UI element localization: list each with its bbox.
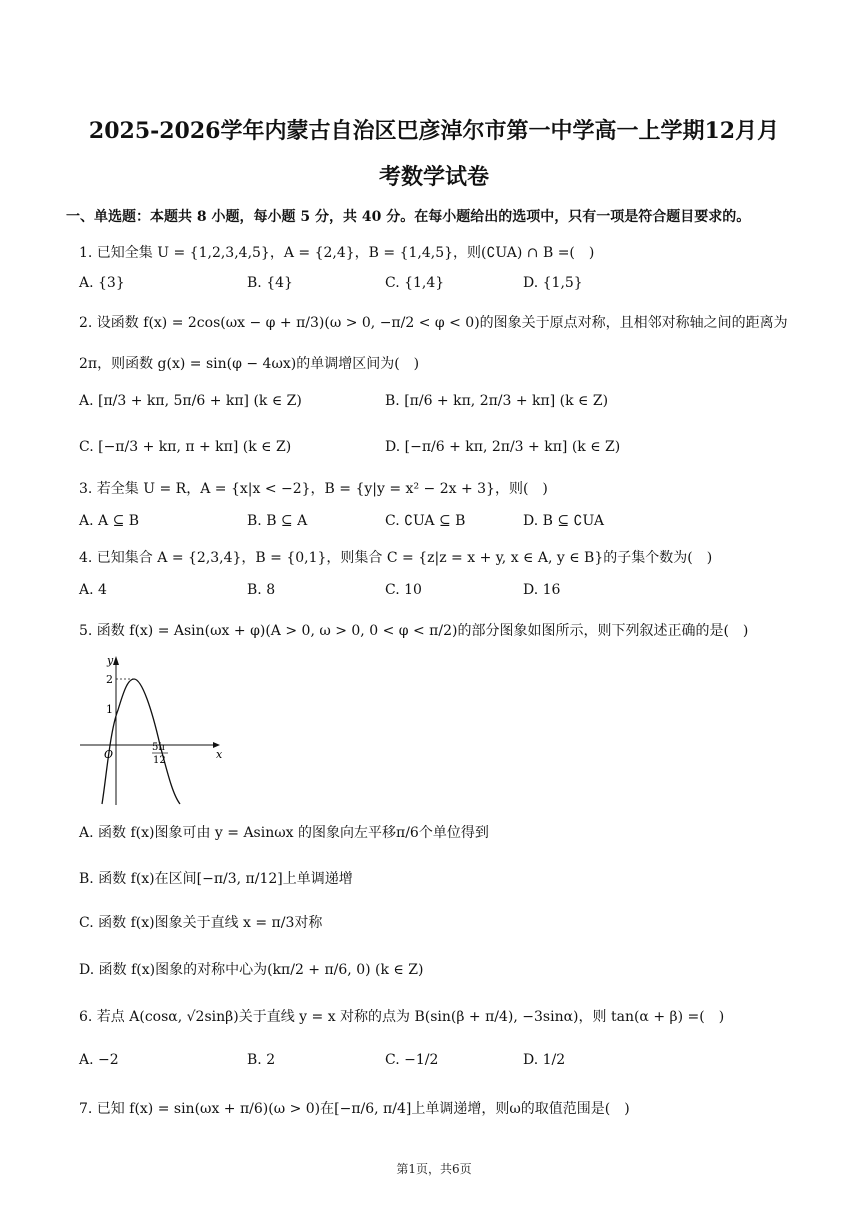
q3-option-b: B. B ⊆ A xyxy=(247,513,308,529)
q5-option-b: B. 函数 f(x)在区间[−π/3, π/12]上单调递增 xyxy=(79,871,353,887)
q4-option-c: C. 10 xyxy=(385,582,422,598)
question-1-stem: 1. 已知全集 U = {1,2,3,4,5}，A = {2,4}，B = {1,4,5}，则(∁UA) ∩ B =( ) xyxy=(79,245,595,261)
y-axis-arrow xyxy=(113,656,119,665)
y-tick-2: 2 xyxy=(106,673,113,686)
q2-option-a: A. [π/3 + kπ, 5π/6 + kπ] (k ∈ Z) xyxy=(79,393,302,409)
question-4-stem: 4. 已知集合 A = {2,3,4}，B = {0,1}，则集合 C = {z|z = x + y, x ∈ A, y ∈ B}的子集个数为( ) xyxy=(79,550,713,566)
q3-option-c: C. ∁UA ⊆ B xyxy=(385,513,466,529)
question-6-stem: 6. 若点 A(cosα, √2sinβ)关于直线 y = x 对称的点为 B(sin(β + π/4), −3sinα)，则 tan(α + β) =( ) xyxy=(79,1009,725,1025)
exam-title-line1: 2025-2026学年内蒙古自治区巴彦淖尔市第一中学高一上学期12月月 xyxy=(88,118,780,144)
q1-option-c: C. {1,4} xyxy=(385,275,445,291)
x-axis-label: x xyxy=(216,748,223,761)
q6-option-a: A. −2 xyxy=(79,1052,119,1068)
q2-option-b: B. [π/6 + kπ, 2π/3 + kπ] (k ∈ Z) xyxy=(385,393,609,409)
question-2-stem-line2: 2π，则函数 g(x) = sin(φ − 4ωx)的单调增区间为( ) xyxy=(79,356,420,372)
page-footer: 第1页，共6页 xyxy=(396,1162,472,1176)
q6-option-d: D. 1/2 xyxy=(523,1052,566,1068)
question-5-stem: 5. 函数 f(x) = Asin(ωx + φ)(A > 0, ω > 0, 0 < φ < π/2)的部分图象如图所示，则下列叙述正确的是( ) xyxy=(79,623,749,639)
q3-option-a: A. A ⊆ B xyxy=(79,513,140,529)
x-tick-numerator: 5π xyxy=(152,742,165,753)
q4-option-a: A. 4 xyxy=(79,582,107,598)
q6-option-b: B. 2 xyxy=(247,1052,276,1068)
q2-option-d: D. [−π/6 + kπ, 2π/3 + kπ] (k ∈ Z) xyxy=(385,439,621,455)
sine-curve xyxy=(102,679,180,804)
q5-option-c: C. 函数 f(x)图象关于直线 x = π/3对称 xyxy=(79,915,323,931)
q3-option-d: D. B ⊆ ∁UA xyxy=(523,513,604,529)
q4-option-b: B. 8 xyxy=(247,582,276,598)
q1-option-a: A. {3} xyxy=(79,275,125,291)
q1-option-d: D. {1,5} xyxy=(523,275,583,291)
question-2-stem-line1: 2. 设函数 f(x) = 2cos(ωx − φ + π/3)(ω > 0, −π/2 < φ < 0)的图象关于原点对称，且相邻对称轴之间的距离为 xyxy=(79,315,788,331)
x-tick-denominator: 12 xyxy=(153,755,166,766)
question-3-stem: 3. 若全集 U = R，A = {x|x < −2}，B = {y|y = x² − 2x + 3}，则( ) xyxy=(79,481,548,497)
section-heading-single-choice: 一、单选题：本题共 8 小题，每小题 5 分，共 40 分。在每小题给出的选项中，只有一项是符合题目要求的。 xyxy=(66,209,751,225)
y-axis-label: y xyxy=(107,654,114,667)
q1-option-b: B. {4} xyxy=(247,275,293,291)
q5-option-a: A. 函数 f(x)图象可由 y = Asinωx 的图象向左平移π/6个单位得到 xyxy=(79,825,489,841)
q5-function-graph xyxy=(78,650,228,810)
y-tick-1: 1 xyxy=(106,703,113,716)
question-7-stem: 7. 已知 f(x) = sin(ωx + π/6)(ω > 0)在[−π/6, π/4]上单调递增，则ω的取值范围是( ) xyxy=(79,1101,630,1117)
exam-title-line2: 考数学试卷 xyxy=(378,164,489,190)
q4-option-d: D. 16 xyxy=(523,582,561,598)
q6-option-c: C. −1/2 xyxy=(385,1052,439,1068)
q5-option-d: D. 函数 f(x)图象的对称中心为(kπ/2 + π/6, 0) (k ∈ Z) xyxy=(79,962,424,978)
q2-option-c: C. [−π/3 + kπ, π + kπ] (k ∈ Z) xyxy=(79,439,292,455)
origin-label: O xyxy=(104,748,114,761)
